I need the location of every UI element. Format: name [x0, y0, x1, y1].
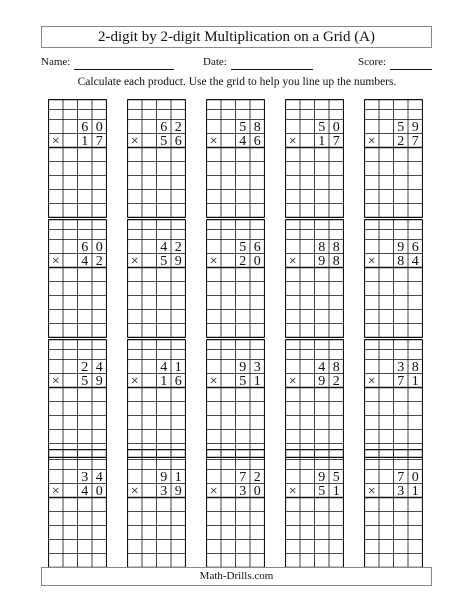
multiplicand-digit: 8: [253, 120, 261, 135]
problem-19: [285, 449, 343, 567]
problem-grid-8: [206, 219, 265, 338]
multiplier-digit: 2: [332, 374, 340, 389]
multiplicand-digit: 9: [318, 470, 326, 485]
times-sign: ×: [130, 134, 139, 149]
problem-grid-11: [48, 339, 107, 458]
multiplier-digit: 7: [332, 134, 340, 149]
multiplier-digit: 5: [318, 484, 326, 499]
problem-4: [285, 99, 343, 217]
worksheet-title: 2-digit by 2-digit Multiplication on a Grid (A): [41, 26, 432, 48]
multiplier-digit: 7: [411, 134, 419, 149]
multiplicand-digit: 5: [318, 120, 326, 135]
multiplicand-digit: 8: [411, 360, 419, 375]
problem-grid-20: [364, 449, 423, 568]
multiplicand-digit: 7: [239, 470, 247, 485]
problem-6: [48, 219, 106, 337]
problem-grid-10: [364, 219, 423, 338]
multiplicand-digit: 7: [397, 470, 405, 485]
multiplier-digit: 1: [81, 134, 89, 149]
multiplicand-digit: 8: [318, 240, 326, 255]
multiplicand-digit: 9: [397, 240, 405, 255]
multiplicand-digit: 1: [174, 360, 182, 375]
problem-13: [206, 339, 264, 457]
multiplier-digit: 0: [253, 254, 261, 269]
multiplier-digit: 1: [332, 484, 340, 499]
problem-5: [364, 99, 422, 217]
multiplicand-digit: 8: [332, 360, 340, 375]
multiplicand-digit: 0: [332, 120, 340, 135]
times-sign: ×: [130, 254, 139, 269]
multiplicand-digit: 6: [253, 240, 261, 255]
problem-grid-7: [127, 219, 186, 338]
multiplier-digit: 4: [239, 134, 247, 149]
problem-grid-19: [285, 449, 344, 568]
multiplicand-digit: 4: [95, 360, 103, 375]
multiplier-digit: 0: [95, 484, 103, 499]
problem-20: [364, 449, 422, 567]
times-sign: ×: [209, 484, 218, 499]
multiplier-digit: 1: [318, 134, 326, 149]
multiplicand-digit: 6: [411, 240, 419, 255]
name-label: Name:: [41, 56, 71, 68]
multiplicand-digit: 0: [95, 120, 103, 135]
problem-grid-4: [285, 99, 344, 218]
multiplicand-digit: 3: [81, 470, 89, 485]
multiplicand-digit: 2: [174, 240, 182, 255]
problem-grid-14: [285, 339, 344, 458]
problem-3: [206, 99, 264, 217]
times-sign: ×: [288, 374, 297, 389]
multiplicand-digit: 1: [174, 470, 182, 485]
multiplier-digit: 3: [160, 484, 168, 499]
score-label: Score:: [358, 56, 387, 68]
problem-grid-17: [127, 449, 186, 568]
multiplier-digit: 1: [411, 484, 419, 499]
times-sign: ×: [51, 374, 60, 389]
times-sign: ×: [209, 254, 218, 269]
multiplicand-digit: 2: [174, 120, 182, 135]
multiplicand-digit: 6: [160, 120, 168, 135]
multiplier-digit: 3: [239, 484, 247, 499]
multiplicand-digit: 2: [81, 360, 89, 375]
multiplier-digit: 3: [397, 484, 405, 499]
multiplier-digit: 9: [174, 254, 182, 269]
multiplier-digit: 5: [160, 254, 168, 269]
times-sign: ×: [367, 254, 376, 269]
multiplier-digit: 5: [81, 374, 89, 389]
multiplicand-digit: 8: [332, 240, 340, 255]
multiplicand-digit: 3: [397, 360, 405, 375]
times-sign: ×: [367, 134, 376, 149]
multiplier-digit: 9: [95, 374, 103, 389]
problem-14: [285, 339, 343, 457]
multiplier-digit: 9: [174, 484, 182, 499]
problem-2: [127, 99, 185, 217]
multiplier-digit: 0: [253, 484, 261, 499]
problem-grid-1: [48, 99, 107, 218]
problem-grid-15: [364, 339, 423, 458]
multiplier-digit: 4: [411, 254, 419, 269]
problem-grid-9: [285, 219, 344, 338]
multiplier-digit: 9: [318, 374, 326, 389]
problem-8: [206, 219, 264, 337]
date-label: Date:: [203, 56, 227, 68]
footer: Math-Drills.com: [41, 567, 432, 586]
times-sign: ×: [51, 484, 60, 499]
multiplicand-digit: 6: [81, 120, 89, 135]
problem-grid-13: [206, 339, 265, 458]
multiplicand-digit: 4: [160, 240, 168, 255]
problem-grid-18: [206, 449, 265, 568]
multiplier-digit: 2: [95, 254, 103, 269]
multiplier-digit: 1: [411, 374, 419, 389]
multiplicand-digit: 5: [239, 240, 247, 255]
multiplicand-digit: 2: [253, 470, 261, 485]
times-sign: ×: [367, 374, 376, 389]
multiplier-digit: 2: [239, 254, 247, 269]
multiplicand-digit: 5: [239, 120, 247, 135]
multiplier-digit: 4: [81, 254, 89, 269]
problem-15: [364, 339, 422, 457]
multiplicand-digit: 3: [253, 360, 261, 375]
multiplicand-digit: 9: [411, 120, 419, 135]
problem-1: [48, 99, 106, 217]
times-sign: ×: [209, 374, 218, 389]
multiplicand-digit: 0: [95, 240, 103, 255]
multiplier-digit: 5: [160, 134, 168, 149]
multiplier-digit: 7: [397, 374, 405, 389]
times-sign: ×: [288, 134, 297, 149]
problem-10: [364, 219, 422, 337]
multiplier-digit: 1: [253, 374, 261, 389]
problem-9: [285, 219, 343, 337]
multiplicand-digit: 5: [397, 120, 405, 135]
times-sign: ×: [130, 484, 139, 499]
multiplier-digit: 1: [160, 374, 168, 389]
times-sign: ×: [130, 374, 139, 389]
times-sign: ×: [209, 134, 218, 149]
problem-grid-16: [48, 449, 107, 568]
problem-grid-5: [364, 99, 423, 218]
multiplicand-digit: 5: [332, 470, 340, 485]
times-sign: ×: [367, 484, 376, 499]
problem-11: [48, 339, 106, 457]
times-sign: ×: [288, 484, 297, 499]
problem-12: [127, 339, 185, 457]
multiplicand-digit: 4: [160, 360, 168, 375]
multiplier-digit: 7: [95, 134, 103, 149]
times-sign: ×: [288, 254, 297, 269]
problem-grid-12: [127, 339, 186, 458]
problem-grid-2: [127, 99, 186, 218]
multiplier-digit: 8: [397, 254, 405, 269]
multiplier-digit: 2: [397, 134, 405, 149]
multiplicand-digit: 6: [81, 240, 89, 255]
problem-17: [127, 449, 185, 567]
multiplicand-digit: 4: [318, 360, 326, 375]
problem-18: [206, 449, 264, 567]
problem-16: [48, 449, 106, 567]
multiplier-digit: 6: [253, 134, 261, 149]
instructions: Calculate each product. Use the grid to help you line up the numbers.: [77, 76, 397, 88]
multiplier-digit: 5: [239, 374, 247, 389]
times-sign: ×: [51, 134, 60, 149]
multiplier-digit: 9: [318, 254, 326, 269]
multiplier-digit: 8: [332, 254, 340, 269]
multiplier-digit: 6: [174, 374, 182, 389]
multiplier-digit: 6: [174, 134, 182, 149]
multiplier-digit: 4: [81, 484, 89, 499]
problem-grid-6: [48, 219, 107, 338]
times-sign: ×: [51, 254, 60, 269]
multiplicand-digit: 9: [239, 360, 247, 375]
multiplicand-digit: 0: [411, 470, 419, 485]
multiplicand-digit: 9: [160, 470, 168, 485]
multiplicand-digit: 4: [95, 470, 103, 485]
problem-grid-3: [206, 99, 265, 218]
problem-7: [127, 219, 185, 337]
